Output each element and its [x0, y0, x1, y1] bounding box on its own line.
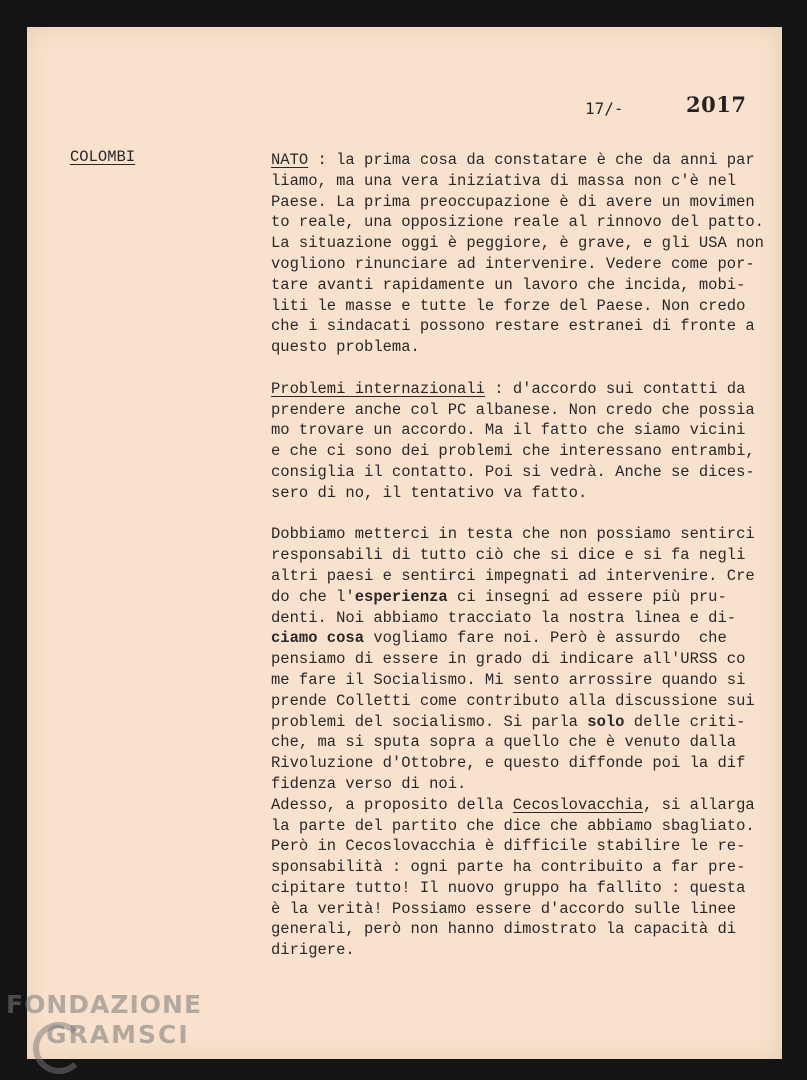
text-run: responsabili di tutto ciò che si dice e si fa negli — [271, 546, 746, 565]
text-line — [271, 337, 771, 358]
paragraph — [271, 524, 771, 961]
text-line — [271, 919, 771, 940]
text-run: ciamo cosa — [271, 629, 365, 648]
text-run: è la verità! Possiamo essere d'accordo sulle linee — [271, 899, 737, 918]
text-line — [271, 545, 771, 566]
text-line — [271, 400, 771, 421]
speaker-name: COLOMBI — [70, 148, 136, 166]
text-run: Dobbiamo metterci in testa che non possiamo sentirci — [271, 525, 755, 544]
text-line — [271, 150, 771, 171]
text-line — [271, 899, 771, 920]
text-run: prendere anche col PC albanese. Non credo che possia — [271, 400, 755, 419]
text-line — [271, 712, 771, 733]
text-line — [271, 670, 771, 691]
text-run: sero di no, il tentativo va fatto. — [271, 483, 588, 502]
text-line — [271, 774, 771, 795]
text-line — [271, 171, 771, 192]
text-line — [271, 732, 771, 753]
text-line — [271, 316, 771, 337]
text-run: vogliamo fare noi. Però è assurdo che — [364, 629, 727, 648]
text-line — [271, 441, 771, 462]
text-run: mo trovare un accordo. Ma il fatto che siamo vicini — [271, 421, 746, 440]
text-run: , si allarga — [643, 795, 755, 814]
text-run: : d'accordo sui contatti da — [484, 379, 746, 398]
text-line — [271, 649, 771, 670]
text-line — [271, 254, 771, 275]
text-line — [271, 275, 771, 296]
text-run: tare avanti rapidamente un lavoro che incida, mobi- — [271, 275, 746, 294]
text-run: denti. Noi abbiamo tracciato la nostra linea e di- — [271, 608, 737, 627]
text-run: generali, però non hanno dimostrato la capacità di — [271, 920, 737, 939]
text-line — [271, 462, 771, 483]
text-line — [271, 878, 771, 899]
watermark — [6, 990, 202, 1050]
text-line — [271, 379, 771, 400]
text-run: La situazione oggi è peggiore, è grave, e gli USA non — [271, 234, 764, 253]
text-line — [271, 420, 771, 441]
text-run: che i sindacati possono restare estranei di fronte a — [271, 317, 755, 336]
text-run: Adesso, a proposito della — [271, 795, 513, 814]
text-line — [271, 628, 771, 649]
paragraph-gap — [271, 504, 771, 525]
text-run: Rivoluzione d'Ottobre, e questo diffonde poi la dif — [271, 754, 746, 773]
text-run: che, ma si sputa sopra a quello che è venuto dalla — [271, 733, 737, 752]
text-line — [271, 836, 771, 857]
text-line — [271, 691, 771, 712]
text-line — [271, 212, 771, 233]
text-run: la parte del partito che dice che abbiamo sbagliato. — [271, 816, 755, 835]
paragraph — [271, 150, 771, 358]
text-run: esperienza — [354, 587, 448, 606]
text-run: cipitare tutto! Il nuovo gruppo ha fallito : questa — [271, 878, 746, 897]
text-run: ci insegni ad essere più pru- — [447, 587, 727, 606]
text-run: Però in Cecoslovacchia è difficile stabilire le re- — [271, 837, 746, 856]
text-run: e che ci sono dei problemi che interessano entrambi, — [271, 442, 755, 461]
underlined-heading: Problemi internazionali — [271, 379, 485, 398]
underlined-heading: NATO — [271, 151, 309, 169]
underlined-heading: Cecoslovacchia — [512, 795, 644, 814]
text-run: prende Colletti come contributo alla discussione sui — [271, 691, 755, 710]
text-line — [271, 233, 771, 254]
text-run: vogliono rinunciare ad intervenire. Vedere come por- — [271, 254, 755, 273]
text-run: Paese. La prima preoccupazione è di avere un movimen — [271, 192, 755, 211]
text-line — [271, 483, 771, 504]
text-line — [271, 296, 771, 317]
text-run: liti le masse e tutte le forze del Paese. Non credo — [271, 296, 746, 315]
text-run: : la prima cosa da constatare è che da anni par — [308, 151, 755, 169]
text-run: fidenza verso di noi. — [271, 774, 467, 793]
text-run: to reale, una opposizione reale al rinnovo del patto. — [271, 213, 764, 232]
text-line — [271, 816, 771, 837]
transcript-body — [271, 150, 771, 961]
paragraph — [271, 379, 771, 504]
text-run: solo — [587, 712, 625, 731]
text-line — [271, 608, 771, 629]
text-run: delle criti- — [624, 712, 746, 731]
text-run: consiglia il contatto. Poi si vedrà. Anche se dices- — [271, 462, 755, 481]
text-line — [271, 940, 771, 961]
text-line — [271, 566, 771, 587]
text-run: pensiamo di essere in grado di indicare all'URSS co — [271, 650, 746, 669]
page-number: 17/- — [585, 99, 624, 118]
text-line — [271, 753, 771, 774]
text-run: do che l' — [271, 587, 355, 606]
watermark-line-2: GRAMSCI — [46, 1020, 190, 1049]
text-line — [271, 795, 771, 816]
text-run: problemi del socialismo. Si parla — [271, 712, 588, 731]
text-line — [271, 587, 771, 608]
text-run: dirigere. — [271, 941, 355, 960]
text-run: altri paesi e sentirci impegnati ad intervenire. Cre — [271, 566, 755, 585]
text-run: liamo, ma una vera iniziativa di massa non c'è nel — [271, 171, 737, 190]
text-line — [271, 857, 771, 878]
watermark-line-1: FONDAZIONE — [6, 990, 203, 1019]
document-number: 2017 — [686, 92, 747, 117]
text-line — [271, 524, 771, 545]
text-line — [271, 192, 771, 213]
text-run: me fare il Socialismo. Mi sento arrossire quando si — [271, 670, 746, 689]
paragraph-gap — [271, 358, 771, 379]
text-run: sponsabilità : ogni parte ha contribuito a far pre- — [271, 858, 746, 877]
text-run: questo problema. — [271, 338, 420, 357]
